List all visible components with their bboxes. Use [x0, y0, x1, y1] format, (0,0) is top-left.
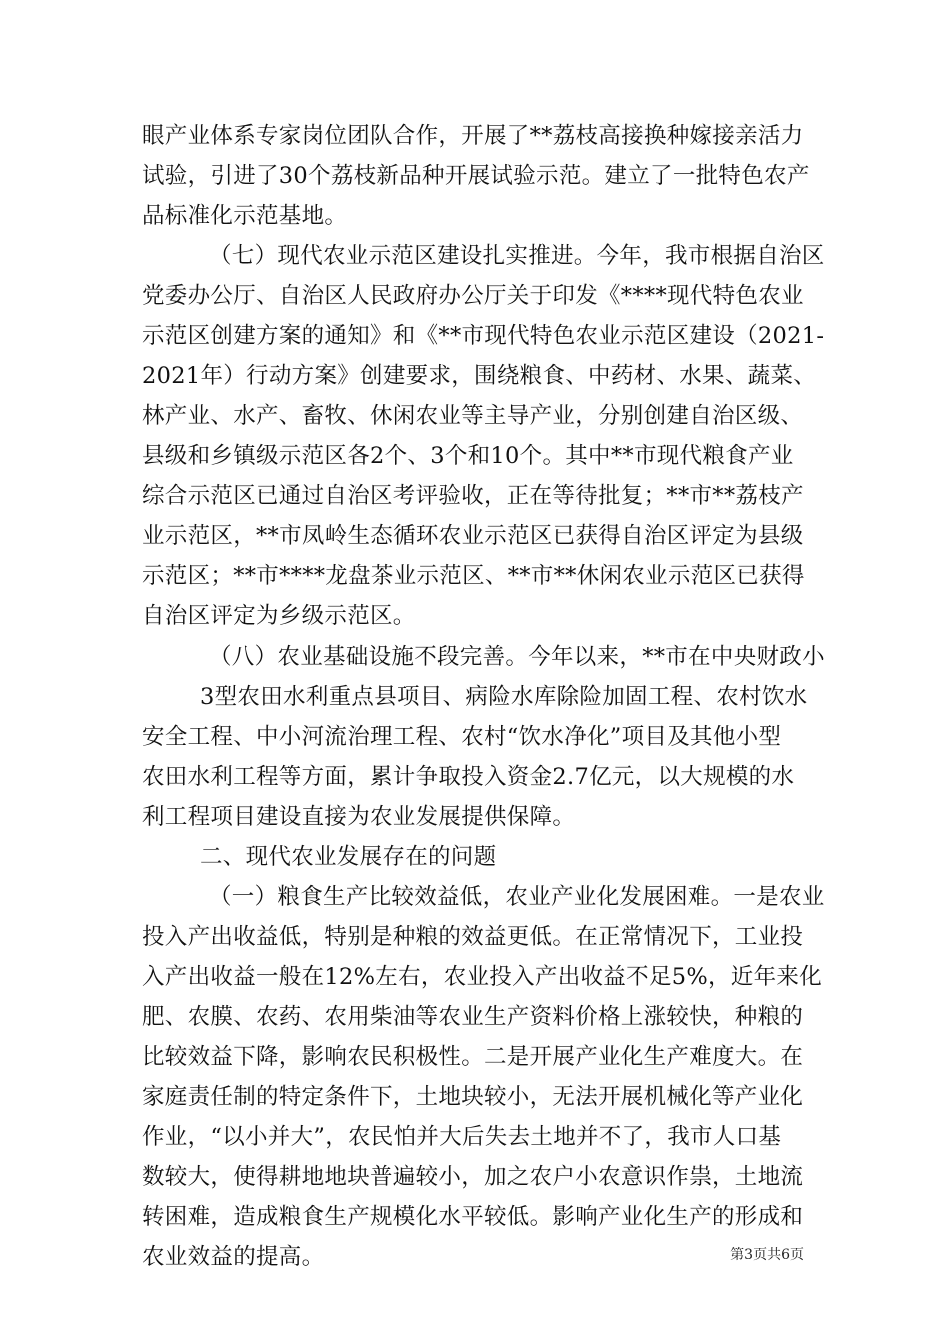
text-line: 示范区创建方案的通知》和《**市现代特色农业示范区建设（2021-: [142, 323, 825, 349]
text-line: 县级和乡镇级示范区各2个、3个和10个。其中**市现代粮食产业: [142, 443, 794, 469]
text-line: 眼产业体系专家岗位团队合作，开展了**荔枝高接换种嫁接亲活力: [142, 123, 804, 149]
text-line: （八）农业基础设施不段完善。今年以来，**市在中央财政小: [209, 644, 825, 670]
text-line: 家庭责任制的特定条件下，土地块较小，无法开展机械化等产业化: [142, 1084, 804, 1110]
text-line: 林产业、水产、畜牧、休闲农业等主导产业，分别创建自治区级、: [142, 403, 804, 429]
text-line: 自治区评定为乡级示范区。: [142, 603, 416, 629]
text-line: 综合示范区已通过自治区考评验收，正在等待批复；**市**荔枝产: [142, 483, 804, 509]
text-line: 数较大，使得耕地地块普遍较小，加之农户小农意识作祟，土地流: [142, 1164, 804, 1190]
text-line: 品标准化示范基地。: [142, 203, 348, 229]
text-line: 党委办公厅、自治区人民政府办公厅关于印发《****现代特色农业: [142, 283, 804, 309]
text-line: 3型农田水利重点县项目、病险水库除险加固工程、农村饮水: [200, 684, 808, 710]
page-number: 第3页共6页: [730, 1247, 804, 1263]
text-line: 肥、农膜、农药、农用柴油等农业生产资料价格上涨较快，种粮的: [142, 1004, 804, 1030]
text-line: 利工程项目建设直接为农业发展提供保障。: [142, 804, 576, 830]
text-line: （一）粮食生产比较效益低，农业产业化发展困难。一是农业: [209, 884, 825, 910]
text-line: 转困难，造成粮食生产规模化水平较低。影响产业化生产的形成和: [142, 1204, 804, 1230]
text-line: 农业效益的提高。: [142, 1244, 325, 1270]
text-line: 示范区；**市****龙盘茶业示范区、**市**休闲农业示范区已获得: [142, 563, 805, 589]
text-line: 投入产出收益低，特别是种粮的效益更低。在正常情况下，工业投: [142, 924, 804, 950]
text-line: 比较效益下降，影响农民积极性。二是开展产业化生产难度大。在: [142, 1044, 804, 1070]
text-line: 安全工程、中小河流治理工程、农村“饮水净化”项目及其他小型: [142, 724, 782, 750]
text-line: 业示范区，**市凤岭生态循环农业示范区已获得自治区评定为县级: [142, 523, 804, 549]
text-line: 试验，引进了30个荔枝新品种开展试验示范。建立了一批特色农产: [142, 163, 810, 189]
section-heading: 二、现代农业发展存在的问题: [200, 844, 497, 870]
text-line: 2021年）行动方案》创建要求，围绕粮食、中药材、水果、蔬菜、: [142, 363, 817, 389]
text-line: （七）现代农业示范区建设扎实推进。今年，我市根据自治区: [209, 243, 825, 269]
text-line: 作业，“以小并大”，农民怕并大后失去土地并不了，我市人口基: [142, 1124, 782, 1150]
text-line: 入产出收益一般在12%左右，农业投入产出收益不足5%，近年来化: [142, 964, 823, 990]
text-line: 农田水利工程等方面，累计争取投入资金2.7亿元，以大规模的水: [142, 764, 795, 790]
